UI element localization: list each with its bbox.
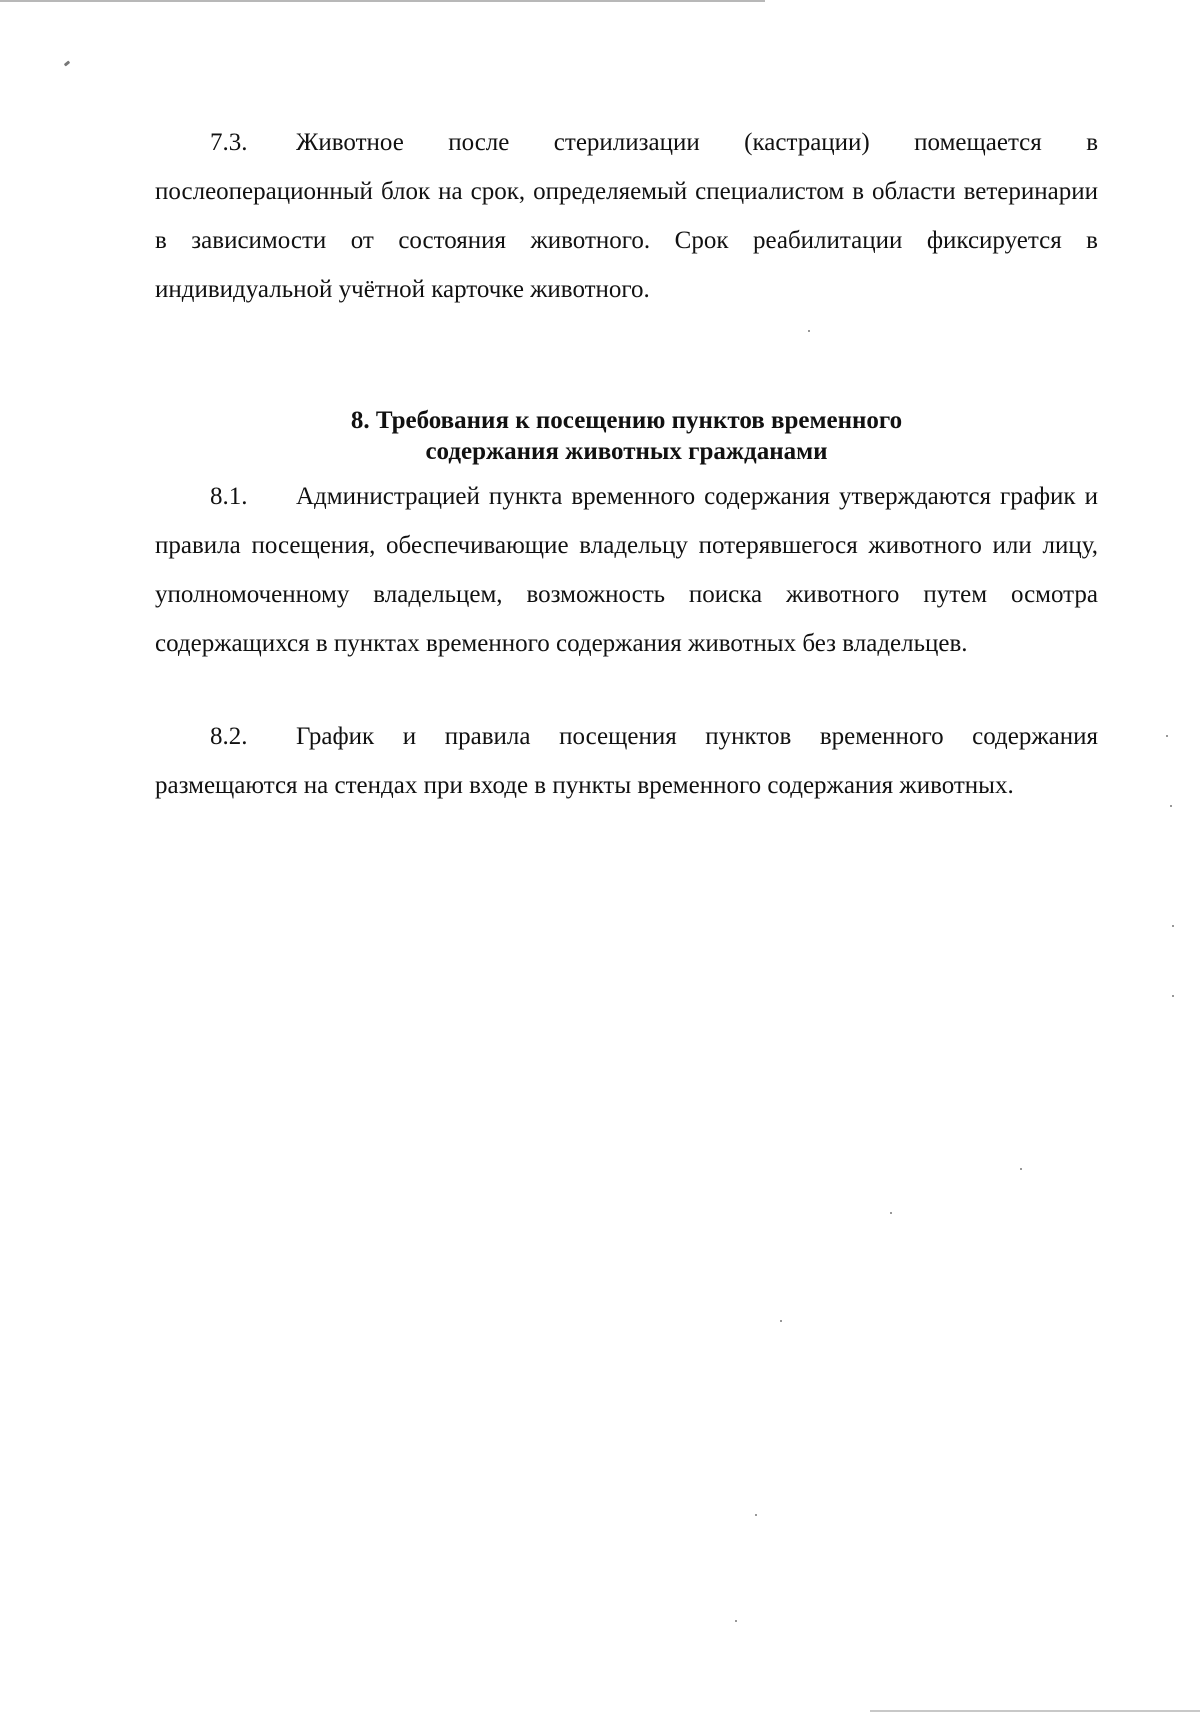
paragraph-8-1 [155, 472, 1098, 668]
scan-speck [1172, 925, 1174, 927]
scan-speck [780, 1320, 782, 1322]
paragraph-7-3 [155, 118, 1098, 314]
paragraph-number: 8.2. [210, 723, 248, 750]
scan-speck [808, 330, 810, 332]
scan-top-edge [0, 0, 765, 2]
heading-line-2: содержания животных гражданами [425, 438, 828, 465]
paragraph-number: 7.3. [210, 129, 248, 156]
paragraph-number: 8.1. [210, 483, 248, 510]
scan-speck [1172, 995, 1174, 997]
scan-speck [1020, 1168, 1022, 1170]
scan-bottom-edge [870, 1710, 1200, 1712]
paragraph-text: Животное после стерилизации (кастрации) помещается в послеоперационный блок на срок, определяемый специалистом в области ветеринарии в зависимости от состояния животного. Срок реабилитации фиксируется в индивидуальной учётной карточке животного. [155, 129, 1098, 303]
scan-speck [64, 60, 71, 66]
paragraph-text: Администрацией пункта временного содержания утверждаются график и правила посещения, обеспечивающие владельцу потерявшегося животного или лицу, уполномоченному владельцем, возможность поиска животного путем осмотра содержащихся в пунктах временного содержания животных без владельцев. [155, 483, 1098, 657]
paragraph-text: График и правила посещения пунктов временного содержания размещаются на стендах при входе в пункты временного содержания животных. [155, 723, 1098, 799]
scan-speck [890, 1212, 892, 1214]
paragraph-8-2 [155, 712, 1098, 810]
scan-speck [1170, 805, 1172, 807]
scan-speck [755, 1514, 757, 1516]
scan-speck [735, 1620, 737, 1622]
heading-line-1: 8. Требования к посещению пунктов временного [350, 407, 903, 434]
section-8-heading [155, 405, 1098, 467]
scan-speck [1166, 735, 1168, 737]
